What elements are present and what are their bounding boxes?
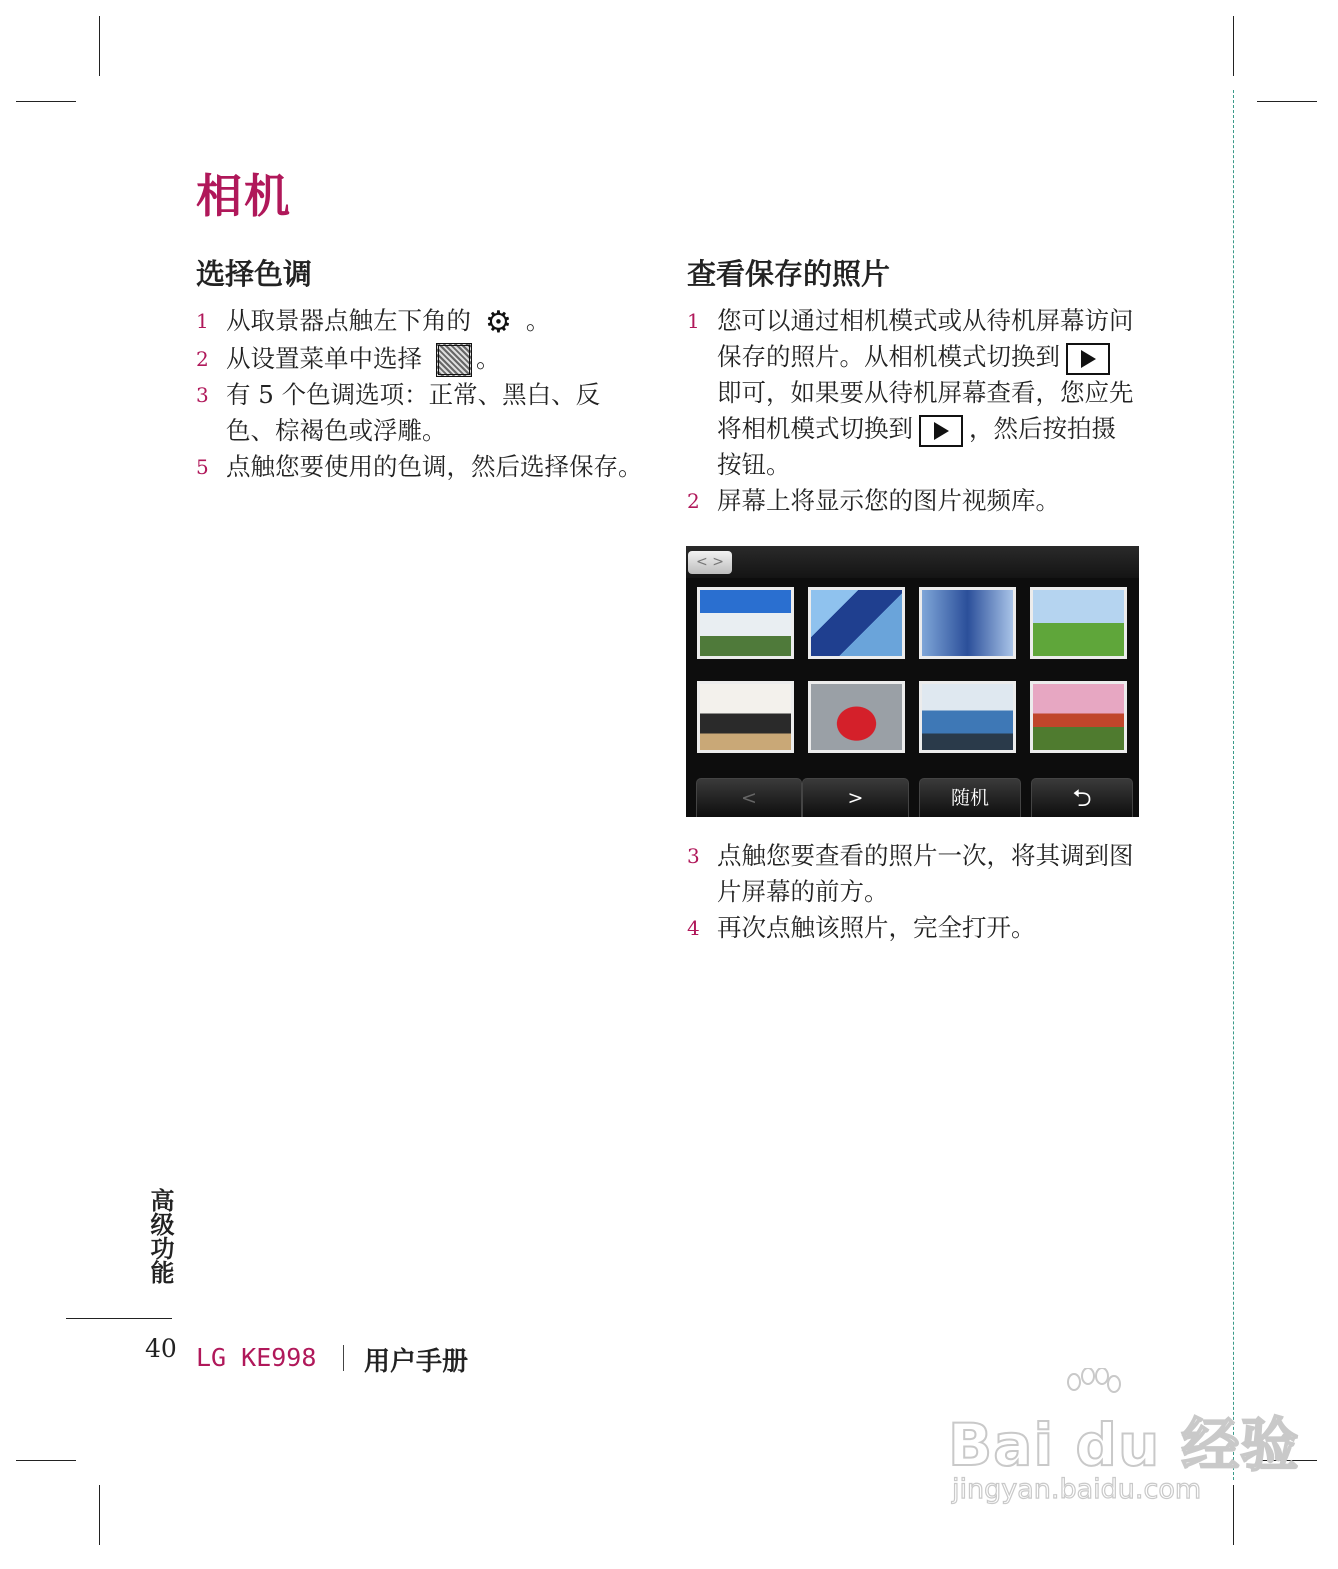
- crop-mark: [16, 101, 76, 102]
- side-section-label: 高级功能: [146, 1188, 174, 1284]
- crop-mark: [1233, 1485, 1234, 1545]
- watermark-logo: Bai du 经验: [948, 1411, 1300, 1479]
- list-item: 4 再次点触该照片，完全打开。: [687, 913, 1036, 942]
- gallery-top-bar: [686, 546, 1139, 578]
- next-button[interactable]: >: [802, 778, 909, 817]
- prev-button[interactable]: <: [696, 778, 802, 817]
- photo-steps: [687, 303, 1137, 519]
- footer-rule: [66, 1318, 172, 1319]
- gallery-button-bar: [696, 778, 1133, 817]
- page-title: 相机: [196, 169, 292, 223]
- list-item: 5 点触您要使用的色调，然后选择保存。: [196, 452, 643, 481]
- crop-mark: [99, 1485, 100, 1545]
- crop-mark: [1257, 101, 1317, 102]
- thumbnail-building[interactable]: [697, 587, 794, 659]
- list-item: 3 点触您要查看的照片一次，将其调到图片屏幕的前方。: [687, 841, 1134, 906]
- play-icon: [919, 415, 963, 447]
- tone-steps: [196, 303, 646, 485]
- back-button[interactable]: ⮌: [1031, 778, 1133, 817]
- random-button[interactable]: 随机: [919, 778, 1021, 817]
- list-item: 1 您可以通过相机模式或从待机屏幕访问保存的照片。从相机模式切换到即可，如果要从待机屏幕查看，您应先将相机模式切换到 ，然后按拍摄按钮。: [687, 306, 1134, 479]
- list-item: 2 屏幕上将显示您的图片视频库。: [687, 486, 1060, 515]
- fold-line: [1233, 90, 1234, 1480]
- section-heading-photos: 查看保存的照片: [687, 257, 891, 291]
- page-number: 40: [145, 1334, 177, 1363]
- section-heading-tone: 选择色调: [196, 257, 313, 291]
- thumbnail-green-field-tree[interactable]: [1030, 587, 1127, 659]
- thumbnail-dining-room[interactable]: [919, 681, 1016, 753]
- crop-mark: [1233, 16, 1234, 76]
- crop-mark: [16, 1460, 76, 1461]
- thumbnail-red-car[interactable]: [808, 681, 905, 753]
- thumbnail-phone-keypad[interactable]: [808, 587, 905, 659]
- thumbnail-skyscraper[interactable]: [919, 587, 1016, 659]
- thumbnail-cherry-blossom-train[interactable]: [1030, 681, 1127, 753]
- list-item: 1 从取景器点触左下角的 ⚙ 。: [196, 304, 551, 340]
- list-item: 3 有 5 个色调选项：正常、黑白、反色、棕褐色或浮雕。: [196, 380, 601, 445]
- manual-label: 用户手册: [364, 1347, 469, 1377]
- gear-icon: ⚙: [485, 304, 512, 340]
- thumbnail-kitchen[interactable]: [697, 681, 794, 753]
- nav-arrows-pill[interactable]: < >: [688, 551, 732, 574]
- brand-model: LG KE998: [196, 1343, 317, 1372]
- watermark-url: jingyan.baidu.com: [952, 1474, 1202, 1505]
- footer-separator: [343, 1345, 344, 1371]
- photo-steps-continued: [687, 838, 1137, 946]
- crop-mark: [99, 16, 100, 76]
- gallery-screenshot: [686, 546, 1139, 817]
- list-item: 2 从设置菜单中选择 。: [196, 341, 646, 378]
- play-icon: [1066, 343, 1110, 375]
- film-icon: [436, 343, 472, 377]
